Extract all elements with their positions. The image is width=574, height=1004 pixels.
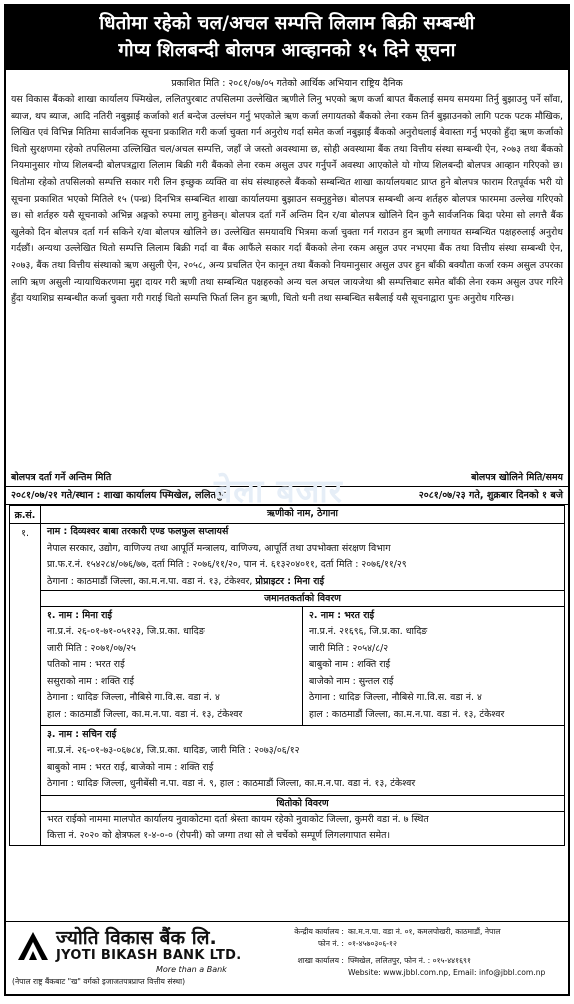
guarantor-1	[41, 607, 302, 725]
notice-header	[6, 6, 568, 70]
table-row	[10, 524, 564, 845]
guarantor-1-detail: पतिको नाम : भरत राई	[47, 659, 125, 670]
guarantor-columns	[41, 607, 564, 725]
bid-date-labels	[6, 470, 568, 486]
head-office-phone-row	[282, 938, 564, 950]
notice-title-line2: गोप्य शिलबन्दी बोलपत्र आव्हानको १५ दिने सूचना	[118, 40, 456, 61]
guarantor-1-detail: हाल : काठमाडौं जिल्ला, का.म.न.पा. वडा नं. १३, टंकेश्वर	[47, 708, 243, 720]
watermark-text: बेला बजार	[214, 472, 343, 510]
guarantor-3	[41, 725, 564, 795]
borrower-address-line	[41, 574, 564, 591]
borrower-registration-numbers: प्रा.फ.र.नं. १५४२८४/०७६/७७, दर्ता मिति : २०७६/११/२०, पान नं. ६१३२०४०११, दर्ता मिति : २०७६/११/२९	[47, 559, 407, 570]
notice-title-line1: धितोमा रहेको चल/अचल सम्पत्ति लिलाम बिक्री सम्बन्धी	[99, 13, 475, 34]
head-office-row	[282, 926, 564, 938]
guarantor-2-detail: हाल : काठमाडौं जिल्ला, का.म.न.पा. वडा नं. १३, टंकेश्वर	[309, 708, 505, 720]
borrower-details	[41, 524, 564, 845]
guarantor-2-detail: ना.प्र.नं. २१६९६, जि.प्र.का. धादिङ	[309, 626, 428, 637]
guarantor-3-name: ३. नाम : सचिन राई	[47, 729, 117, 740]
guarantor-2-detail: बाजेको नाम : सुन्तल राई	[309, 675, 394, 687]
web-row	[282, 967, 564, 979]
bank-emblem-icon	[16, 930, 50, 962]
website-email[interactable]: Website: www.jbbl.com.np, Email: info@jbbl.com.np	[348, 967, 546, 977]
branch-office-label: शाखा कार्यालय :	[297, 956, 344, 965]
row-number: १.	[10, 524, 41, 845]
guarantor-3-detail: ठेगाना : धादिङ जिल्ला, धुनीबेंसी न.पा. वडा नं. ९, हाल : काठमाडौं जिल्ला, का.म.न.पा. वडा नं. १३, टंकेश्वर	[47, 778, 416, 789]
borrower-name: नाम : दिव्यश्वर बाबा तरकारी एण्ड फलफुल सप्लायर्स	[47, 526, 229, 537]
name-header: ऋणीको नाम, ठेगाना	[267, 508, 338, 519]
head-office-address: का.म.न.पा. वडा नं. ०१, कमलपोखरी, काठमाडौं, नेपाल	[348, 927, 501, 936]
bank-footer	[6, 921, 568, 994]
published-date: प्रकाशित मिति : २०८१/०७/०५ गतेको आर्थिक अभियान राष्ट्रिय दैनिक	[171, 78, 403, 89]
guarantor-2-detail: बाबुको नाम : शक्ति राई	[309, 659, 391, 670]
collateral-detail: कित्ता नं. २०२० को क्षेत्रफल १-४-०-० (रोपनी) को जग्गा तथा सो ले चर्चेको सम्पूर्ण लिगलगापात समेत।	[47, 830, 391, 841]
head-office-phone-label: फोन नं. :	[317, 938, 344, 948]
branch-office-address: फ्मिखेल, ललितपुर, फोन नं. : ०१५-४४१६९१	[348, 956, 471, 965]
guarantor-1-detail: जारी मिति : २०७१/०७/२५	[47, 642, 136, 654]
guarantor-2-name: २. नाम : भरत राई	[309, 610, 375, 621]
borrower-registration-authority: नेपाल सरकार, उद्योग, वाणिज्य तथा आपूर्ति मन्त्रालय, वाणिज्य, आपूर्ति तथा उपभोक्ता संरक्षण विभाग	[47, 542, 391, 554]
collateral-section-header: धितोको विवरण	[41, 795, 564, 812]
notice-page	[4, 4, 570, 996]
bank-license-note: (नेपाल राष्ट्र बैंकबाट "ख" वर्गको इजाजतपत्रप्राप्त वित्तीय संस्था)	[12, 977, 186, 986]
sn-header: क्र.सं.	[10, 506, 41, 523]
guarantor-2-detail: ठेगाना : धादिङ जिल्ला, नौबिसे गा.वि.स. वडा नं. ४	[309, 692, 482, 703]
borrower-table	[9, 505, 565, 846]
guarantor-1-name: १. नाम : मिना राई	[47, 610, 113, 621]
guarantor-3-detail: बाबुको नाम : भरत राई, बाजेको नाम : शक्ति राई	[47, 761, 214, 773]
bank-tagline: More than a Bank	[156, 965, 227, 974]
guarantor-1-detail: ठेगाना : धादिङ जिल्ला, नौबिसे गा.वि.स. वडा नं. ४	[47, 692, 220, 703]
guarantor-2-detail: जारी मिति : २०५४/८/२	[309, 642, 389, 654]
bank-name-nepali: ज्योति विकास बैंक लि.	[56, 927, 217, 949]
opening-value: २०८१/०७/२३ गते, शुक्रबार दिनको १ बजे	[418, 490, 563, 501]
branch-office-row	[282, 955, 564, 967]
collateral-detail: भरत राईको नाममा मालपोत कार्यालय नुवाकोटमा दर्ता श्रेस्ता कायम रहेको नुवाकोट जिल्ला, कुमरी वडा नं. ७ स्थित	[47, 813, 429, 825]
notice-body-text: यस विकास बैंकको शाखा कार्यालय फ्मिखेल, ललितपुरबाट तपसिलमा उल्लेखित ऋणीले लिनु भएको ऋण कर्जा बापत बैंकलाई समय समयमा तिर्नु बुझाउनु पर्ने साँवा, ब्याज, थप ब्याज, आदि नतिरी नबुझाई कर्जाको शर्त बन्देज उल्लंघन गर्नु भएकोले ऋण कर्जा लगायतको बैंकको लेना रकम तिर्न बुझाउनको लागि पटक पटक मौखिक, लिखित एवं विभिन्न मितिमा सार्वजनिक सूचना प्रकाशित गरी कर्जा चुक्ता गर्न अनुरोध गर्दा समेत कर्जा नबुझाई बैंकको अनुरोधलाई बेवास्ता गर्नु भएको हुँदा ऋण कर्जाको धितो सुरक्षणमा रहेको तपसिलमा उल्लिखित चल/अचल सम्पत्ति, जहाँ जे जस्तो अवस्थामा छ, सोही अवस्थामा बैंक तथा वित्तीय संस्था सम्बन्धी ऐन, २०७३ तथा बैंकको नियमानुसार गोप्य शिलबन्दी बोलपत्रद्वारा लिलाम बिक्री गरी बैंकको लेना रकम असुल उपर गर्नुपर्ने अवस्था आएकोले यो गोप्य शिलबन्दी बोलपत्र आव्हान गरिएको छ। धितोमा रहेको तपसिलको सम्पत्ति सकार गरी लिन इच्छुक व्यक्ति वा संघ संस्थाहरुले बैंकको सम्बन्धित शाखा कार्यालयबाट प्राप्त हुने बोलपत्र फाराम रितपूर्वक भरी यो सूचना प्रकाशित भएको मितिले १५ (पन्ध्र) दिनभित्र सम्बन्धित शाखा कार्यालयमा बुझाउन सक्नुहुनेछ। बोलपत्र सम्बन्धी अन्य शर्तहरु बोलपत्र फारममा उल्लेख गरिएको छ। सो शर्तहरु यसै सूचनाको अभिन्न अङ्गको रुपमा लागु हुनेछन्। बोलपत्र दर्ता गर्ने अन्तिम दिन र/वा बोलपत्र खोलिने दिन कुनै सार्वजनिक बिदा परेमा सो लगत्तै बैंक खुलेको दिन बोलपत्र दर्ता गर्न सकिने र/वा बोलपत्र खोलिने छ। उल्लेखित समयावधि भित्रमा कर्जा चुक्ता गर्न गराउन हुन ऋणी लगायत सम्बन्धित पक्षहरुलाई अनुरोध गर्दछौं। अन्यथा उल्लेखित धितो सम्पत्ति लिलाम बिक्री गर्दा वा बैंक आफैंले सकार गर्दा बैंकको लेना रकम असुल उपर नभएमा बैंक तथा वित्तीय संस्था सम्बन्धी ऐन, २०७३, बैंक तथा वित्तीय संस्थाको ऋण असुली ऐन, २०५८, अन्य प्रचलित ऐन कानून तथा बैंकको नियमानुसार असुल उपर हुन बाँकी बक्यौता कर्जा रकम असुल उपरका लागि ऋण असुली न्यायाधिकरणमा मुद्दा दायर गरी ऋणी तथा सम्बन्धित पक्षहरुको अन्य चल अचल जायजेथा श्री सम्पत्तिबाट समेत बाँकी लेना रकम असुल उपर गरिने हुँदा यथाशिघ्र सम्बन्धीत कर्जा चुक्ता गरी गराई धितो सम्पत्ति फिर्ता लिन हुन ऋणी, धितो धनी तथा सम्बन्धित सबैलाई यसै सूचनाद्वारा पुनः अनुरोध गरिन्छ।	[11, 94, 563, 305]
guarantor-1-detail: ना.प्र.नं. २६-०१-७१-०५१२३, जि.प्र.का. धादिङ	[47, 626, 205, 637]
bank-logo	[6, 922, 278, 994]
guarantor-3-detail: ना.प्र.नं. २६-०१-७३-०६७८४, जि.प्र.का. धादिङ, जारी मिति : २०७३/०६/१२	[47, 745, 300, 756]
opening-label: बोलपत्र खोलिने मिति/समय	[471, 472, 563, 483]
deadline-label: बोलपत्र दर्ता गर्ने अन्तिम मिति	[11, 472, 112, 483]
bank-contact	[278, 922, 568, 994]
guarantor-2	[302, 607, 564, 725]
bank-name-english: JYOTI BIKASH BANK LTD.	[56, 948, 242, 963]
guarantor-section-header: जमानतकर्ताको विवरण	[41, 590, 564, 607]
borrower-address: ठेगाना : काठमाडौं जिल्ला, का.म.न.पा. वडा नं. १३, टंकेश्वर,	[47, 575, 253, 587]
deadline-value: २०८१/०७/२१ गते/स्थान : शाखा कार्यालय फ्मिखेल, ललितपुर	[11, 490, 226, 501]
head-office-label: केन्द्रीय कार्यालय :	[294, 927, 344, 936]
head-office-phone: ०१-४५७०३०६-१२	[348, 938, 397, 948]
guarantor-1-detail: ससुराको नाम : शक्ति राई	[47, 675, 134, 687]
borrower-proprietor: प्रोप्राइटर : मिना राई	[255, 575, 325, 587]
